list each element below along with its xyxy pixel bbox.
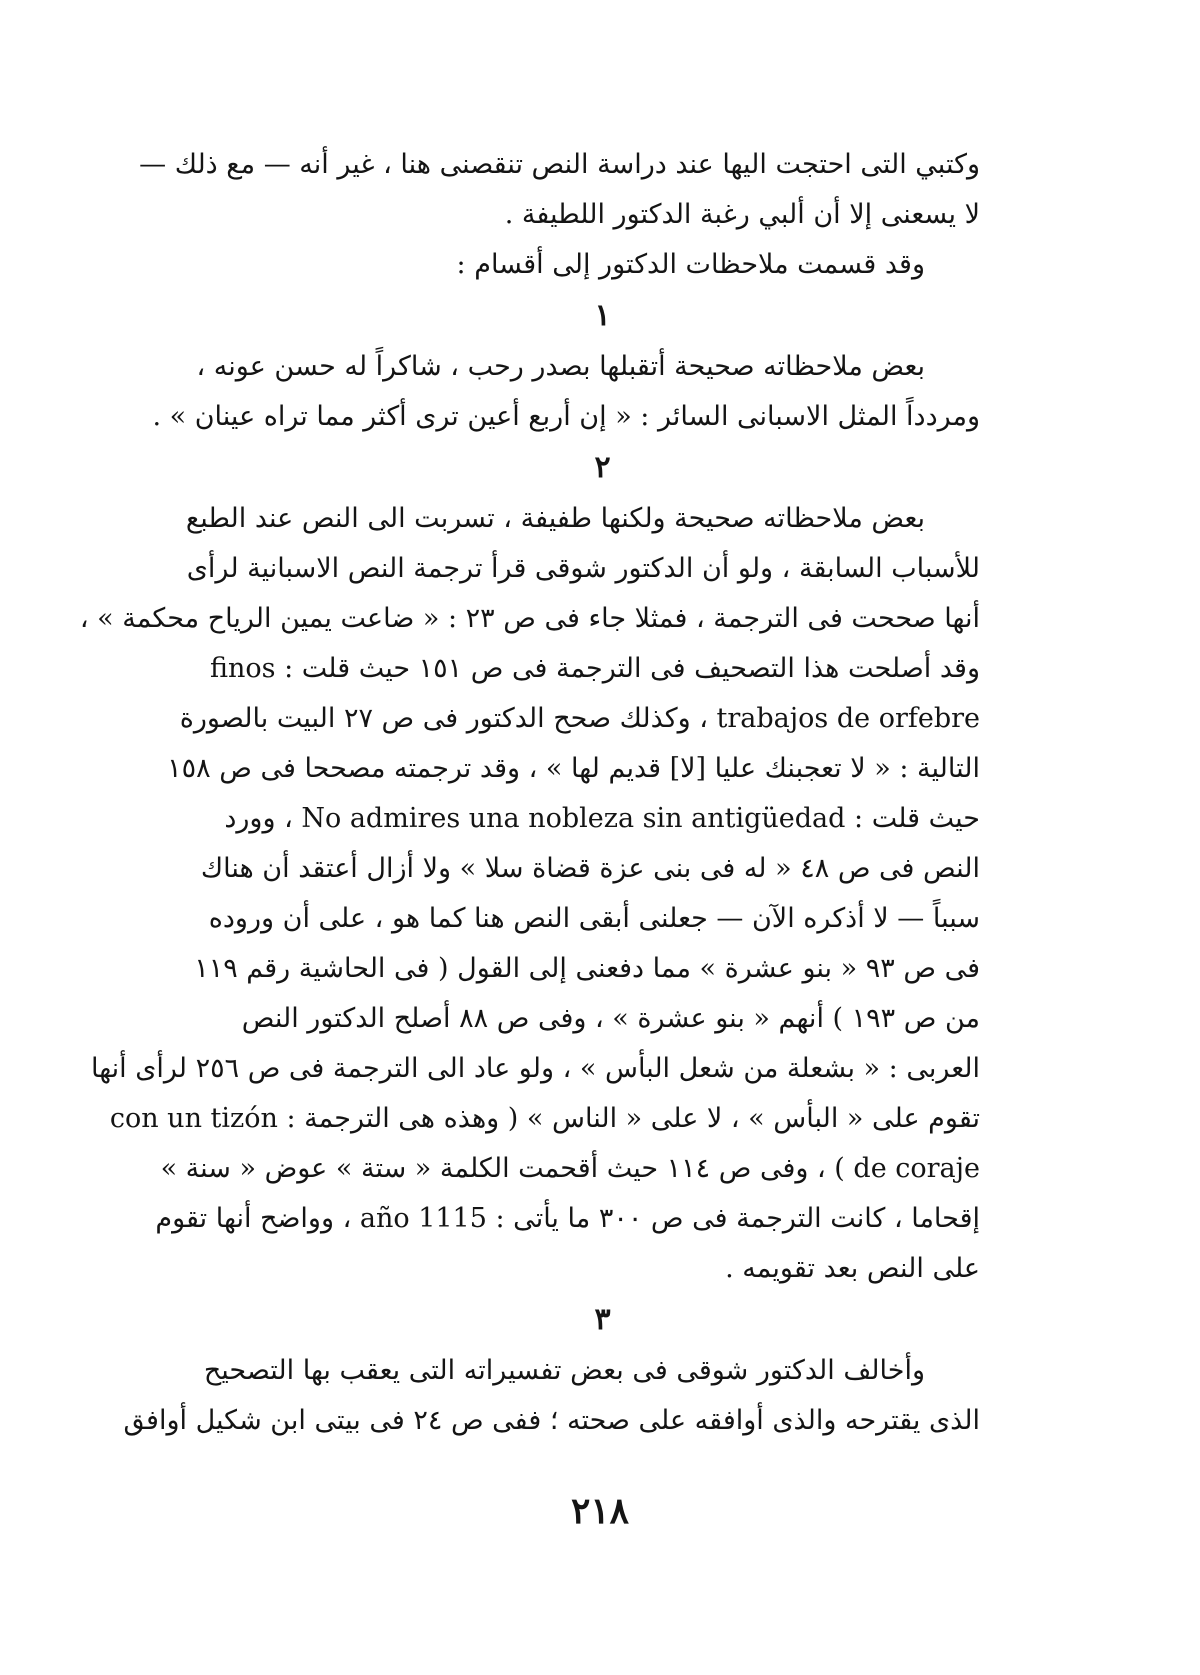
text-column <box>79 140 980 1446</box>
section-2-line: بعض ملاحظاته صحيحة ولكنها طفيفة ، تسربت الى النص عند الطبع <box>185 503 925 534</box>
section-2-line: حيث قلت : No admires una nobleza sin antigüedad ، وورد <box>224 803 980 834</box>
section-2-line: de coraje ) ، وفى ص ١١٤ حيث أقحمت الكلمة « ستة » عوض « سنة » <box>160 1153 980 1184</box>
section-2-line: وقد أصلحت هذا التصحيف فى الترجمة فى ص ١٥١ حيث قلت : finos <box>210 653 980 684</box>
section-2-line: من ص ١٩٣ ) أنهم « بنو عشرة » ، وفى ص ٨٨ أصلح الدكتور النص <box>241 1003 980 1034</box>
section-2-line: سبباً — لا أذكره الآن — جعلنى أبقى النص هنا كما هو ، على أن وروده <box>208 903 980 934</box>
section-2-line: trabajos de orfebre ، وكذلك صحح الدكتور فى ص ٢٧ البيت بالصورة <box>179 703 980 734</box>
section-1-line: بعض ملاحظاته صحيحة أتقبلها بصدر رحب ، شاكراً له حسن عونه ، <box>196 351 925 382</box>
division-line: وقد قسمت ملاحظات الدكتور إلى أقسام : <box>456 249 925 280</box>
section-2-line: التالية : « لا تعجبنك عليا [لا] قديم لها » ، وقد ترجمته مصححا فى ص ١٥٨ <box>167 753 980 784</box>
section-2-line: للأسباب السابقة ، ولو أن الدكتور شوقى قرأ ترجمة النص الاسبانية لرأى <box>186 553 980 584</box>
page-number: ٢١٨ <box>570 1490 629 1532</box>
section-2-line: العربى : « بشعلة من شعل البأس » ، ولو عاد الى الترجمة فى ص ٢٥٦ لرأى أنها <box>90 1053 980 1084</box>
section-number-3: ٣ <box>594 1302 611 1337</box>
section-1-line: ومردداً المثل الاسبانى السائر : « إن أربع أعين ترى أكثر مما تراه عينان » . <box>152 401 980 432</box>
section-3-line: الذى يقترحه والذى أوافقه على صحته ؛ ففى ص ٢٤ فى بيتى ابن شكيل أوافق <box>123 1405 980 1436</box>
intro-line-2: لا يسعنى إلا أن ألبي رغبة الدكتور اللطيفة . <box>504 199 980 230</box>
section-3-line: وأخالف الدكتور شوقى فى بعض تفسيراته التى يعقب بها التصحيح <box>203 1355 925 1386</box>
section-2-line: النص فى ص ٤٨ « له فى بنى عزة قضاة سلا » ولا أزال أعتقد أن هناك <box>200 853 980 884</box>
intro-line-1: وكتبي التى احتجت اليها عند دراسة النص تنقصنى هنا ، غير أنه — مع ذلك — <box>139 149 980 180</box>
section-2-line: إقحاما ، كانت الترجمة فى ص ٣٠٠ ما يأتى : año 1115 ، وواضح أنها تقوم <box>155 1203 980 1234</box>
section-2-line: على النص بعد تقويمه . <box>725 1253 980 1284</box>
section-number-1: ١ <box>594 298 611 333</box>
section-2-line: أنها صححت فى الترجمة ، فمثلا جاء فى ص ٢٣ : « ضاعت يمين الرياح محكمة » ، <box>79 603 980 634</box>
section-2-line: فى ص ٩٣ « بنو عشرة » مما دفعنى إلى القول ( فى الحاشية رقم ١١٩ <box>194 953 980 984</box>
section-2-line: تقوم على « البأس » ، لا على « الناس » ( وهذه هى الترجمة : con un tizón <box>109 1103 980 1134</box>
section-number-2: ٢ <box>594 450 611 485</box>
